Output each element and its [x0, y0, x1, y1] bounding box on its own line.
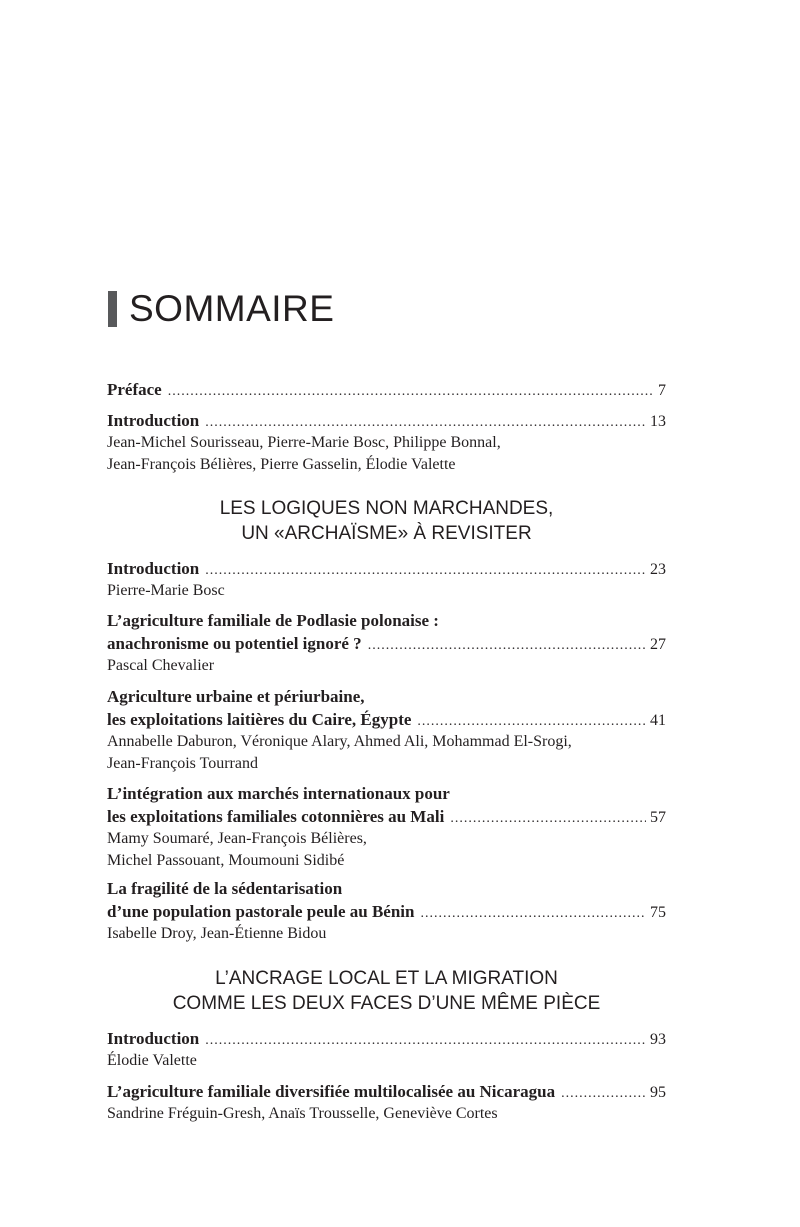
dot-leader: [561, 1082, 646, 1105]
dot-leader: [417, 710, 646, 733]
entry-title: Introduction: [107, 411, 200, 430]
entry-authors: Pascal Chevalier: [107, 657, 215, 674]
entry-authors: Annabelle Daburon, Véronique Alary, Ahmed Ali, Mohammad El-Srogi,: [107, 733, 572, 750]
entry-title: L’agriculture familiale diversifiée multilocalisée au Nicaragua: [107, 1082, 556, 1101]
entry-title: Introduction: [107, 559, 200, 578]
entry-title-line: Agriculture urbaine et périurbaine,: [107, 687, 365, 706]
entry-authors: Isabelle Droy, Jean-Étienne Bidou: [107, 925, 327, 942]
entry-title-line: L’intégration aux marchés internationaux pour: [107, 784, 450, 803]
page-number: 57: [650, 809, 666, 826]
entry-authors: Mamy Soumaré, Jean-François Bélières,: [107, 830, 367, 847]
page-number: 41: [650, 712, 666, 729]
page-number: 95: [650, 1084, 666, 1101]
entry-authors: Élodie Valette: [107, 1052, 197, 1069]
page-number: 13: [650, 413, 666, 430]
entry-authors: Michel Passouant, Moumouni Sidibé: [107, 852, 345, 869]
section-heading-1: [107, 496, 666, 546]
entry-authors: Jean-François Tourrand: [107, 755, 258, 772]
dot-leader: [205, 1029, 646, 1052]
section-heading-line: COMME LES DEUX FACES D’UNE MÊME PIÈCE: [172, 993, 601, 1014]
entry-authors: Pierre-Marie Bosc: [107, 582, 225, 599]
dot-leader: [205, 559, 646, 582]
toc-entry-podlasie[interactable]: [107, 609, 666, 677]
toc-entry-s1-introduction[interactable]: [107, 557, 666, 602]
dot-leader: [421, 902, 647, 925]
page-title-text: SOMMAIRE: [129, 288, 335, 329]
section-heading-line: LES LOGIQUES NON MARCHANDES,: [219, 498, 554, 519]
section-heading-2: [107, 966, 666, 1016]
entry-title-line: La fragilité de la sédentarisation: [107, 879, 343, 898]
toc-entry-preface[interactable]: [107, 378, 666, 401]
page-number: 93: [650, 1031, 666, 1048]
section-heading-line: UN «ARCHAÏSME» À REVISITER: [241, 523, 532, 544]
page-number: 7: [658, 382, 666, 399]
page-number: 75: [650, 904, 666, 921]
entry-authors: Jean-François Bélières, Pierre Gasselin, Élodie Valette: [107, 456, 456, 473]
title-bar-decoration: [108, 291, 117, 327]
toc-entry-s2-introduction[interactable]: [107, 1027, 666, 1072]
dot-leader: [168, 380, 654, 403]
toc-entry-caire[interactable]: [107, 685, 666, 775]
page-title: [108, 287, 334, 331]
section-heading-line: L’ANCRAGE LOCAL ET LA MIGRATION: [215, 968, 558, 989]
toc-entry-nicaragua[interactable]: [107, 1080, 666, 1125]
entry-title: les exploitations familiales cotonnières au Mali: [107, 807, 445, 826]
dot-leader: [450, 807, 646, 830]
dot-leader: [205, 411, 646, 434]
entry-authors: Jean-Michel Sourisseau, Pierre-Marie Bosc, Philippe Bonnal,: [107, 434, 501, 451]
dot-leader: [368, 634, 646, 657]
toc-entry-mali[interactable]: [107, 782, 666, 872]
page-number: 27: [650, 636, 666, 653]
toc-entry-introduction[interactable]: [107, 409, 666, 476]
page-number: 23: [650, 561, 666, 578]
entry-title: les exploitations laitières du Caire, Égypte: [107, 710, 412, 729]
entry-title: d’une population pastorale peule au Bénin: [107, 902, 415, 921]
toc-entry-benin[interactable]: [107, 877, 666, 945]
entry-title: Introduction: [107, 1029, 200, 1048]
entry-authors: Sandrine Fréguin-Gresh, Anaïs Trousselle, Geneviève Cortes: [107, 1105, 498, 1122]
entry-title: anachronisme ou potentiel ignoré ?: [107, 634, 362, 653]
entry-title: Préface: [107, 380, 162, 399]
entry-title-line: L’agriculture familiale de Podlasie polonaise :: [107, 611, 439, 630]
